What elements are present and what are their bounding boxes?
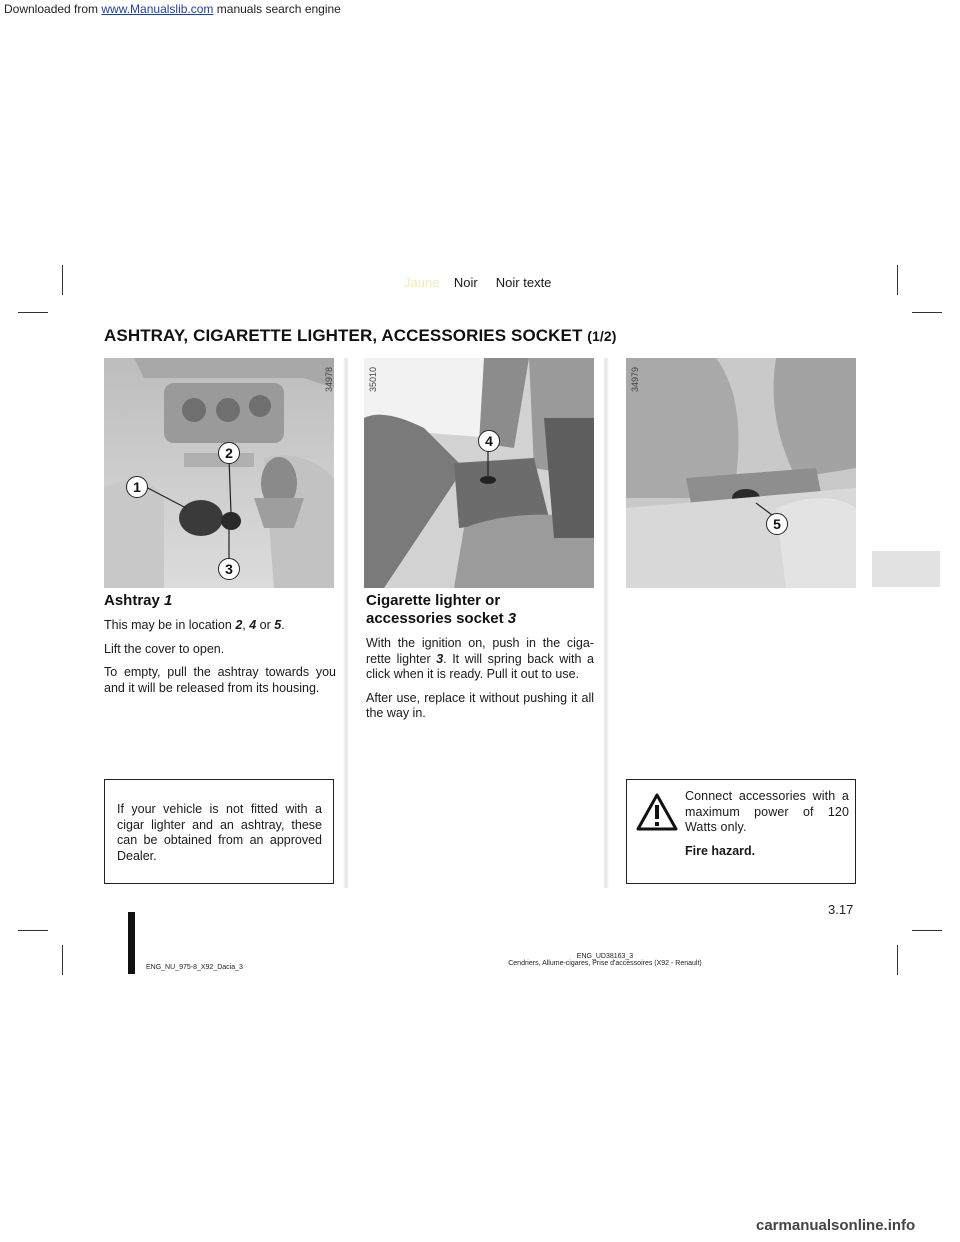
ashtray-heading: Ashtray 1 — [104, 592, 173, 609]
ashtray-section — [104, 592, 336, 704]
image-ref-code: 34978 — [324, 366, 334, 392]
callout-3: 3 — [218, 558, 240, 580]
warning-emphasis: Fire hazard. — [685, 843, 756, 858]
crop-mark — [912, 930, 942, 931]
warning-triangle-icon — [635, 792, 679, 832]
column-divider — [343, 358, 349, 888]
photo-ashtray-location — [104, 358, 334, 588]
ashtray-location-text: This may be in location 2, 4 or 5. — [104, 618, 285, 632]
crop-mark — [897, 945, 898, 975]
crop-mark — [897, 265, 898, 295]
column-divider — [603, 358, 609, 888]
download-banner: Downloaded from www.Manualslib.com manuals search engine — [4, 2, 341, 16]
page-title: ASHTRAY, CIGARETTE LIGHTER, ACCESSORIES SOCKET (1/2) — [104, 326, 617, 345]
ashtray-open-text: Lift the cover to open. — [104, 641, 225, 656]
crop-mark — [62, 265, 63, 295]
crop-mark — [18, 930, 48, 931]
callout-4: 4 — [478, 430, 500, 452]
crop-mark — [18, 312, 48, 313]
lighter-heading: Cigarette lighter or accessories socket 3 — [366, 592, 517, 627]
dealer-note-text: If your vehicle is not fitted with a cigar lighter and an ashtray, these can be obtained from an approved Dealer. — [117, 802, 322, 863]
lighter-section — [366, 592, 594, 730]
crop-mark — [912, 312, 942, 313]
lighter-usage-text: With the ignition on, push in the ciga-rette lighter 3. It will spring back with a click when it is ready. Pull it out to use. — [366, 636, 594, 681]
chapter-thumb-tab — [872, 551, 940, 587]
warning-text: Connect accessories with a maximum power of 120 Watts only. — [685, 789, 849, 834]
lighter-replace-text: After use, replace it without pushing it all the way in. — [366, 690, 594, 720]
photo-middle-location — [364, 358, 594, 588]
ashtray-empty-text: To empty, pull the ashtray towards you and it will be released from its housing. — [104, 665, 336, 695]
manualslib-link[interactable]: www.Manualslib.com — [101, 2, 214, 16]
separation-labels: Jaune Noir Noir texte — [404, 275, 552, 290]
callout-5: 5 — [766, 513, 788, 535]
callout-1: 1 — [126, 476, 148, 498]
callout-2: 2 — [218, 442, 240, 464]
photo-right-location — [626, 358, 856, 588]
warning-box — [626, 779, 856, 884]
margin-bar — [128, 912, 135, 974]
image-ref-code: 34979 — [630, 366, 640, 392]
footer-left: ENG_NU_975-8_X92_Dacia_3 — [146, 964, 243, 971]
footer-right: ENG_UD38163_3 Cendriers, Allume-cigares, Prise d'accessoires (X92 - Renault) — [508, 953, 702, 967]
page-number: 3.17 — [828, 902, 854, 917]
image-ref-code: 35010 — [368, 366, 378, 392]
crop-mark — [62, 945, 63, 975]
site-watermark: carmanualsonline.info — [756, 1217, 916, 1234]
dealer-note-box — [104, 779, 334, 884]
